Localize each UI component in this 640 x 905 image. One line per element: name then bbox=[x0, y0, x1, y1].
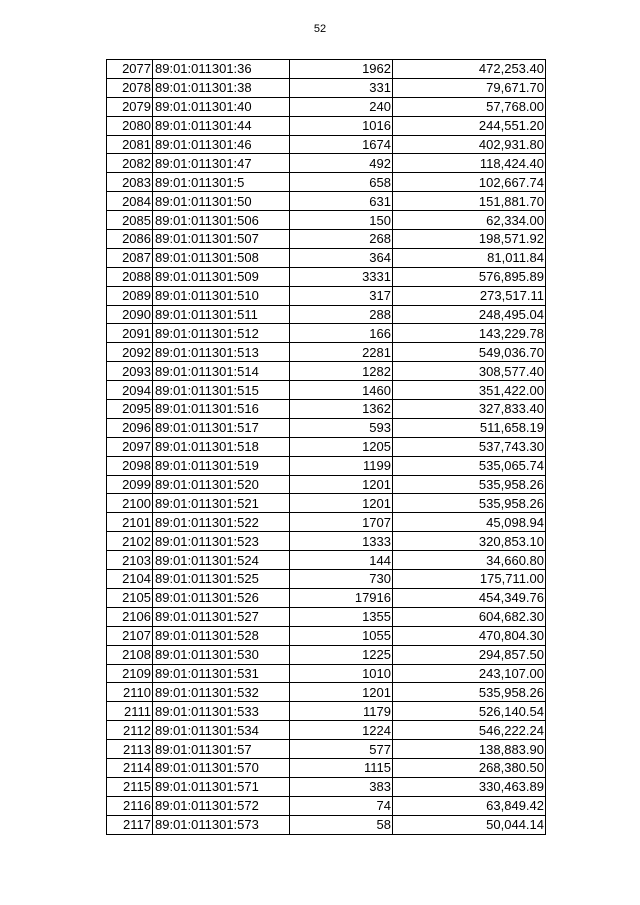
cadastral-number-cell: 89:01:011301:526 bbox=[153, 588, 290, 607]
value-cell: 62,334.00 bbox=[393, 211, 546, 230]
table-row bbox=[107, 494, 546, 513]
value-cell: 327,833.40 bbox=[393, 400, 546, 419]
cadastral-number-cell: 89:01:011301:571 bbox=[153, 777, 290, 796]
table-row bbox=[107, 97, 546, 116]
value-cell: 294,857.50 bbox=[393, 645, 546, 664]
row-number-cell: 2081 bbox=[107, 135, 153, 154]
cadastral-number-cell: 89:01:011301:36 bbox=[153, 60, 290, 79]
cadastral-number-cell: 89:01:011301:534 bbox=[153, 721, 290, 740]
table-row bbox=[107, 116, 546, 135]
table-row bbox=[107, 362, 546, 381]
cadastral-number-cell: 89:01:011301:528 bbox=[153, 626, 290, 645]
area-cell: 1333 bbox=[290, 532, 393, 551]
row-number-cell: 2077 bbox=[107, 60, 153, 79]
row-number-cell: 2089 bbox=[107, 286, 153, 305]
cadastral-number-cell: 89:01:011301:519 bbox=[153, 456, 290, 475]
row-number-cell: 2115 bbox=[107, 777, 153, 796]
area-cell: 1016 bbox=[290, 116, 393, 135]
value-cell: 320,853.10 bbox=[393, 532, 546, 551]
value-cell: 535,065.74 bbox=[393, 456, 546, 475]
area-cell: 2281 bbox=[290, 343, 393, 362]
table-row bbox=[107, 475, 546, 494]
area-cell: 166 bbox=[290, 324, 393, 343]
table-row bbox=[107, 551, 546, 570]
cadastral-number-cell: 89:01:011301:5 bbox=[153, 173, 290, 192]
area-cell: 3331 bbox=[290, 267, 393, 286]
area-cell: 383 bbox=[290, 777, 393, 796]
value-cell: 198,571.92 bbox=[393, 230, 546, 249]
area-cell: 1224 bbox=[290, 721, 393, 740]
cadastral-number-cell: 89:01:011301:47 bbox=[153, 154, 290, 173]
value-cell: 511,658.19 bbox=[393, 418, 546, 437]
value-cell: 535,958.26 bbox=[393, 683, 546, 702]
value-cell: 472,253.40 bbox=[393, 60, 546, 79]
table-row bbox=[107, 588, 546, 607]
area-cell: 1707 bbox=[290, 513, 393, 532]
table-row bbox=[107, 211, 546, 230]
table-row bbox=[107, 400, 546, 419]
area-cell: 74 bbox=[290, 796, 393, 815]
value-cell: 470,804.30 bbox=[393, 626, 546, 645]
table-row bbox=[107, 60, 546, 79]
value-cell: 175,711.00 bbox=[393, 570, 546, 589]
cadastral-number-cell: 89:01:011301:523 bbox=[153, 532, 290, 551]
cadastral-number-cell: 89:01:011301:514 bbox=[153, 362, 290, 381]
row-number-cell: 2085 bbox=[107, 211, 153, 230]
table-row bbox=[107, 777, 546, 796]
value-cell: 151,881.70 bbox=[393, 192, 546, 211]
cadastral-number-cell: 89:01:011301:520 bbox=[153, 475, 290, 494]
row-number-cell: 2091 bbox=[107, 324, 153, 343]
table-row bbox=[107, 456, 546, 475]
table-row bbox=[107, 135, 546, 154]
cadastral-number-cell: 89:01:011301:572 bbox=[153, 796, 290, 815]
area-cell: 1282 bbox=[290, 362, 393, 381]
value-cell: 45,098.94 bbox=[393, 513, 546, 532]
area-cell: 1225 bbox=[290, 645, 393, 664]
cadastral-number-cell: 89:01:011301:509 bbox=[153, 267, 290, 286]
row-number-cell: 2095 bbox=[107, 400, 153, 419]
table-row bbox=[107, 683, 546, 702]
cadastral-number-cell: 89:01:011301:511 bbox=[153, 305, 290, 324]
cadastral-number-cell: 89:01:011301:573 bbox=[153, 815, 290, 834]
row-number-cell: 2113 bbox=[107, 740, 153, 759]
table-row bbox=[107, 513, 546, 532]
area-cell: 317 bbox=[290, 286, 393, 305]
value-cell: 546,222.24 bbox=[393, 721, 546, 740]
row-number-cell: 2090 bbox=[107, 305, 153, 324]
cadastral-number-cell: 89:01:011301:524 bbox=[153, 551, 290, 570]
value-cell: 526,140.54 bbox=[393, 702, 546, 721]
table-row bbox=[107, 286, 546, 305]
row-number-cell: 2108 bbox=[107, 645, 153, 664]
area-cell: 1115 bbox=[290, 758, 393, 777]
cadastral-number-cell: 89:01:011301:515 bbox=[153, 381, 290, 400]
row-number-cell: 2078 bbox=[107, 78, 153, 97]
table-row bbox=[107, 154, 546, 173]
row-number-cell: 2096 bbox=[107, 418, 153, 437]
cadastral-number-cell: 89:01:011301:508 bbox=[153, 248, 290, 267]
cadastral-number-cell: 89:01:011301:510 bbox=[153, 286, 290, 305]
row-number-cell: 2111 bbox=[107, 702, 153, 721]
value-cell: 330,463.89 bbox=[393, 777, 546, 796]
row-number-cell: 2086 bbox=[107, 230, 153, 249]
value-cell: 243,107.00 bbox=[393, 664, 546, 683]
table-row bbox=[107, 437, 546, 456]
area-cell: 1201 bbox=[290, 494, 393, 513]
value-cell: 454,349.76 bbox=[393, 588, 546, 607]
cadastral-number-cell: 89:01:011301:50 bbox=[153, 192, 290, 211]
value-cell: 63,849.42 bbox=[393, 796, 546, 815]
area-cell: 1010 bbox=[290, 664, 393, 683]
value-cell: 273,517.11 bbox=[393, 286, 546, 305]
area-cell: 658 bbox=[290, 173, 393, 192]
cadastral-number-cell: 89:01:011301:527 bbox=[153, 607, 290, 626]
row-number-cell: 2093 bbox=[107, 362, 153, 381]
area-cell: 492 bbox=[290, 154, 393, 173]
area-cell: 331 bbox=[290, 78, 393, 97]
cadastral-number-cell: 89:01:011301:57 bbox=[153, 740, 290, 759]
table-row bbox=[107, 78, 546, 97]
row-number-cell: 2097 bbox=[107, 437, 153, 456]
value-cell: 535,958.26 bbox=[393, 494, 546, 513]
row-number-cell: 2100 bbox=[107, 494, 153, 513]
value-cell: 549,036.70 bbox=[393, 343, 546, 362]
table-row bbox=[107, 230, 546, 249]
cadastral-number-cell: 89:01:011301:522 bbox=[153, 513, 290, 532]
value-cell: 535,958.26 bbox=[393, 475, 546, 494]
row-number-cell: 2092 bbox=[107, 343, 153, 362]
area-cell: 1362 bbox=[290, 400, 393, 419]
cadastral-number-cell: 89:01:011301:38 bbox=[153, 78, 290, 97]
area-cell: 1179 bbox=[290, 702, 393, 721]
area-cell: 1674 bbox=[290, 135, 393, 154]
cadastral-number-cell: 89:01:011301:44 bbox=[153, 116, 290, 135]
cadastral-number-cell: 89:01:011301:46 bbox=[153, 135, 290, 154]
cadastral-number-cell: 89:01:011301:530 bbox=[153, 645, 290, 664]
area-cell: 1055 bbox=[290, 626, 393, 645]
value-cell: 138,883.90 bbox=[393, 740, 546, 759]
table-row bbox=[107, 248, 546, 267]
value-cell: 537,743.30 bbox=[393, 437, 546, 456]
value-cell: 248,495.04 bbox=[393, 305, 546, 324]
cadastral-number-cell: 89:01:011301:40 bbox=[153, 97, 290, 116]
value-cell: 351,422.00 bbox=[393, 381, 546, 400]
area-cell: 631 bbox=[290, 192, 393, 211]
row-number-cell: 2084 bbox=[107, 192, 153, 211]
row-number-cell: 2112 bbox=[107, 721, 153, 740]
value-cell: 118,424.40 bbox=[393, 154, 546, 173]
table-row bbox=[107, 324, 546, 343]
table-row bbox=[107, 702, 546, 721]
table-row bbox=[107, 343, 546, 362]
row-number-cell: 2079 bbox=[107, 97, 153, 116]
row-number-cell: 2098 bbox=[107, 456, 153, 475]
row-number-cell: 2110 bbox=[107, 683, 153, 702]
table-row bbox=[107, 570, 546, 589]
row-number-cell: 2087 bbox=[107, 248, 153, 267]
value-cell: 604,682.30 bbox=[393, 607, 546, 626]
row-number-cell: 2114 bbox=[107, 758, 153, 777]
area-cell: 150 bbox=[290, 211, 393, 230]
table-row bbox=[107, 305, 546, 324]
cadastral-number-cell: 89:01:011301:516 bbox=[153, 400, 290, 419]
area-cell: 1205 bbox=[290, 437, 393, 456]
area-cell: 1201 bbox=[290, 683, 393, 702]
area-cell: 144 bbox=[290, 551, 393, 570]
cadastral-number-cell: 89:01:011301:532 bbox=[153, 683, 290, 702]
table-row bbox=[107, 815, 546, 834]
parcel-table-body bbox=[107, 60, 546, 835]
row-number-cell: 2116 bbox=[107, 796, 153, 815]
table-row bbox=[107, 740, 546, 759]
table-row bbox=[107, 664, 546, 683]
cadastral-number-cell: 89:01:011301:513 bbox=[153, 343, 290, 362]
area-cell: 58 bbox=[290, 815, 393, 834]
area-cell: 1201 bbox=[290, 475, 393, 494]
row-number-cell: 2088 bbox=[107, 267, 153, 286]
area-cell: 268 bbox=[290, 230, 393, 249]
cadastral-number-cell: 89:01:011301:507 bbox=[153, 230, 290, 249]
table-row bbox=[107, 192, 546, 211]
value-cell: 308,577.40 bbox=[393, 362, 546, 381]
cadastral-number-cell: 89:01:011301:521 bbox=[153, 494, 290, 513]
row-number-cell: 2101 bbox=[107, 513, 153, 532]
value-cell: 34,660.80 bbox=[393, 551, 546, 570]
row-number-cell: 2094 bbox=[107, 381, 153, 400]
table-row bbox=[107, 532, 546, 551]
table-row bbox=[107, 418, 546, 437]
row-number-cell: 2107 bbox=[107, 626, 153, 645]
value-cell: 102,667.74 bbox=[393, 173, 546, 192]
table-row bbox=[107, 381, 546, 400]
cadastral-number-cell: 89:01:011301:570 bbox=[153, 758, 290, 777]
table-row bbox=[107, 721, 546, 740]
row-number-cell: 2103 bbox=[107, 551, 153, 570]
row-number-cell: 2109 bbox=[107, 664, 153, 683]
cadastral-number-cell: 89:01:011301:517 bbox=[153, 418, 290, 437]
table-row bbox=[107, 758, 546, 777]
area-cell: 240 bbox=[290, 97, 393, 116]
cadastral-number-cell: 89:01:011301:525 bbox=[153, 570, 290, 589]
table-row bbox=[107, 173, 546, 192]
area-cell: 1199 bbox=[290, 456, 393, 475]
value-cell: 402,931.80 bbox=[393, 135, 546, 154]
value-cell: 143,229.78 bbox=[393, 324, 546, 343]
table-row bbox=[107, 645, 546, 664]
value-cell: 79,671.70 bbox=[393, 78, 546, 97]
value-cell: 81,011.84 bbox=[393, 248, 546, 267]
row-number-cell: 2104 bbox=[107, 570, 153, 589]
parcel-table bbox=[106, 59, 546, 835]
row-number-cell: 2083 bbox=[107, 173, 153, 192]
cadastral-number-cell: 89:01:011301:506 bbox=[153, 211, 290, 230]
cadastral-number-cell: 89:01:011301:518 bbox=[153, 437, 290, 456]
table-row bbox=[107, 626, 546, 645]
area-cell: 730 bbox=[290, 570, 393, 589]
area-cell: 364 bbox=[290, 248, 393, 267]
row-number-cell: 2106 bbox=[107, 607, 153, 626]
table-row bbox=[107, 267, 546, 286]
table-row bbox=[107, 796, 546, 815]
row-number-cell: 2102 bbox=[107, 532, 153, 551]
value-cell: 50,044.14 bbox=[393, 815, 546, 834]
page-number: 52 bbox=[313, 23, 327, 35]
area-cell: 1355 bbox=[290, 607, 393, 626]
area-cell: 1460 bbox=[290, 381, 393, 400]
area-cell: 17916 bbox=[290, 588, 393, 607]
value-cell: 244,551.20 bbox=[393, 116, 546, 135]
value-cell: 57,768.00 bbox=[393, 97, 546, 116]
area-cell: 593 bbox=[290, 418, 393, 437]
cadastral-number-cell: 89:01:011301:531 bbox=[153, 664, 290, 683]
table-row bbox=[107, 607, 546, 626]
row-number-cell: 2080 bbox=[107, 116, 153, 135]
area-cell: 577 bbox=[290, 740, 393, 759]
row-number-cell: 2117 bbox=[107, 815, 153, 834]
cadastral-number-cell: 89:01:011301:512 bbox=[153, 324, 290, 343]
row-number-cell: 2082 bbox=[107, 154, 153, 173]
row-number-cell: 2105 bbox=[107, 588, 153, 607]
value-cell: 268,380.50 bbox=[393, 758, 546, 777]
cadastral-number-cell: 89:01:011301:533 bbox=[153, 702, 290, 721]
area-cell: 1962 bbox=[290, 60, 393, 79]
area-cell: 288 bbox=[290, 305, 393, 324]
value-cell: 576,895.89 bbox=[393, 267, 546, 286]
row-number-cell: 2099 bbox=[107, 475, 153, 494]
